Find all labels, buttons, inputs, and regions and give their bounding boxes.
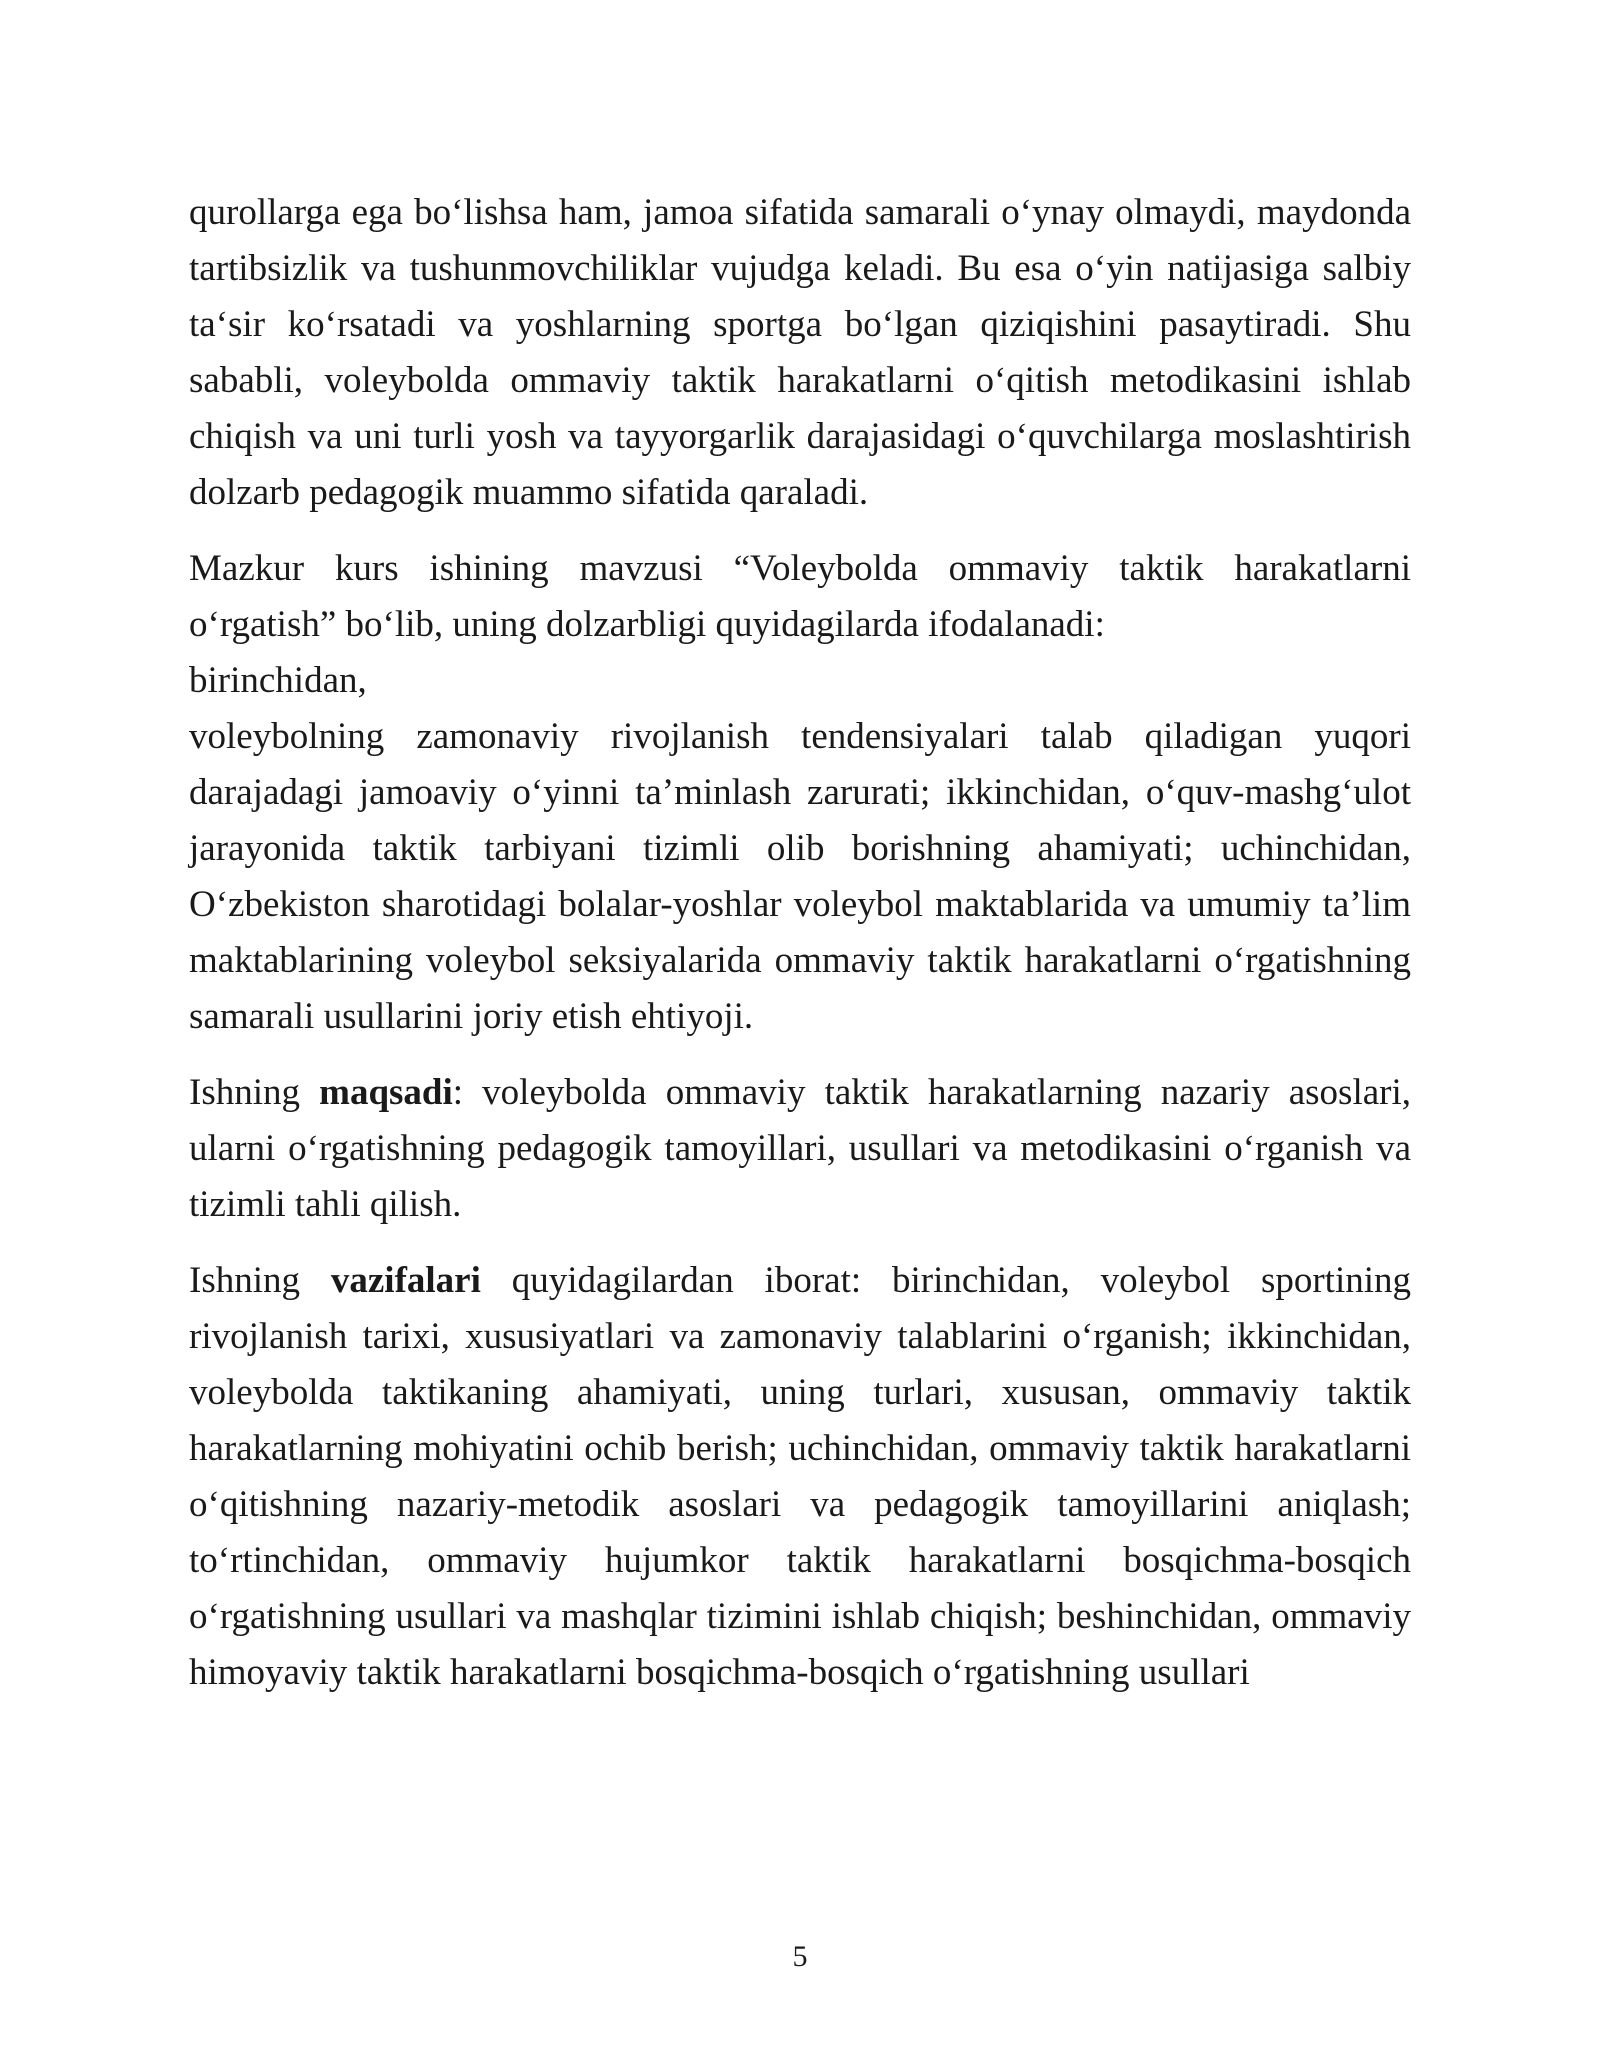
goal-prefix: Ishning [189,1072,300,1113]
paragraph-2-body: voleybolning zamonaviy rivojlanish tendensiyalari talab qiladigan yuqori darajadagi jamoaviy o‘yinni ta’minlash zarurati; ikkinchidan, o‘quv-mashg‘ulot jarayonida taktik tarbiyani tizimli olib borishning ahamiyati; uchinchidan, O‘zbekiston sharotidagi bolalar-yoshlar voleybol maktablarida va umumiy ta’lim maktablarining voleybol seksiyalarida ommaviy taktik harakatlarni o‘rgatishning samarali usullarini joriy etish ehtiyoji. [189,716,1411,1037]
document-body [189,185,1411,1721]
goal-text: : voleybolda ommaviy taktik harakatlarning nazariy asoslari, ularni o‘rgatishning pedagogik tamoyillari, usullari va metodikasini o‘rganish va tizimli tahli qilish. [189,1072,1411,1225]
tasks-keyword: vazifalari [330,1260,481,1301]
page-number: 5 [792,1940,808,1973]
paragraph-goal [189,1065,1411,1233]
tasks-text: quyidagilardan iborat: birinchidan, voleybol sportining rivojlanish tarixi, xususiyatlari va zamonaviy talablarini o‘rganish; ikkinchidan, voleybolda taktikaning ahamiyati, uning turlari, xususan, ommaviy taktik harakatlarning mohiyatini ochib berish; uchinchidan, ommaviy taktik harakatlarni o‘qitishning nazariy-metodik asoslari va pedagogik tamoyillarini aniqlash; to‘rtinchidan, ommaviy hujumkor taktik harakatlarni bosqichma-bosqich o‘rgatishning usullari va mashqlar tizimini ishlab chiqish; beshinchidan, ommaviy himoyaviy taktik harakatlarni bosqichma-bosqich o‘rgatishning usullari [189,1260,1412,1693]
paragraph-2-break-word: birinchidan, [189,660,367,701]
paragraph-tasks [189,1253,1411,1701]
paragraph-2-lead: Mazkur kurs ishining mavzusi “Voleybolda ommaviy taktik harakatlarni o‘rgatish” bo‘lib, uning dolzarbligi quyidagilarda ifodalanadi: [189,548,1411,645]
paragraph-1: qurollarga ega bo‘lishsa ham, jamoa sifatida samarali o‘ynay olmaydi, maydonda tartibsizlik va tushunmovchiliklar vujudga keladi. Bu esa o‘yin natijasiga salbiy ta‘sir ko‘rsatadi va yoshlarning sportga bo‘lgan qiziqishini pasaytiradi. Shu sababli, voleybolda ommaviy taktik harakatlarni o‘qitish metodikasini ishlab chiqish va uni turli yosh va tayyorgarlik darajasidagi o‘quvchilarga moslashtirish dolzarb pedagogik muammo sifatida qaraladi. [189,192,1411,513]
goal-keyword: maqsadi [319,1072,453,1113]
tasks-prefix: Ishning [189,1260,300,1301]
